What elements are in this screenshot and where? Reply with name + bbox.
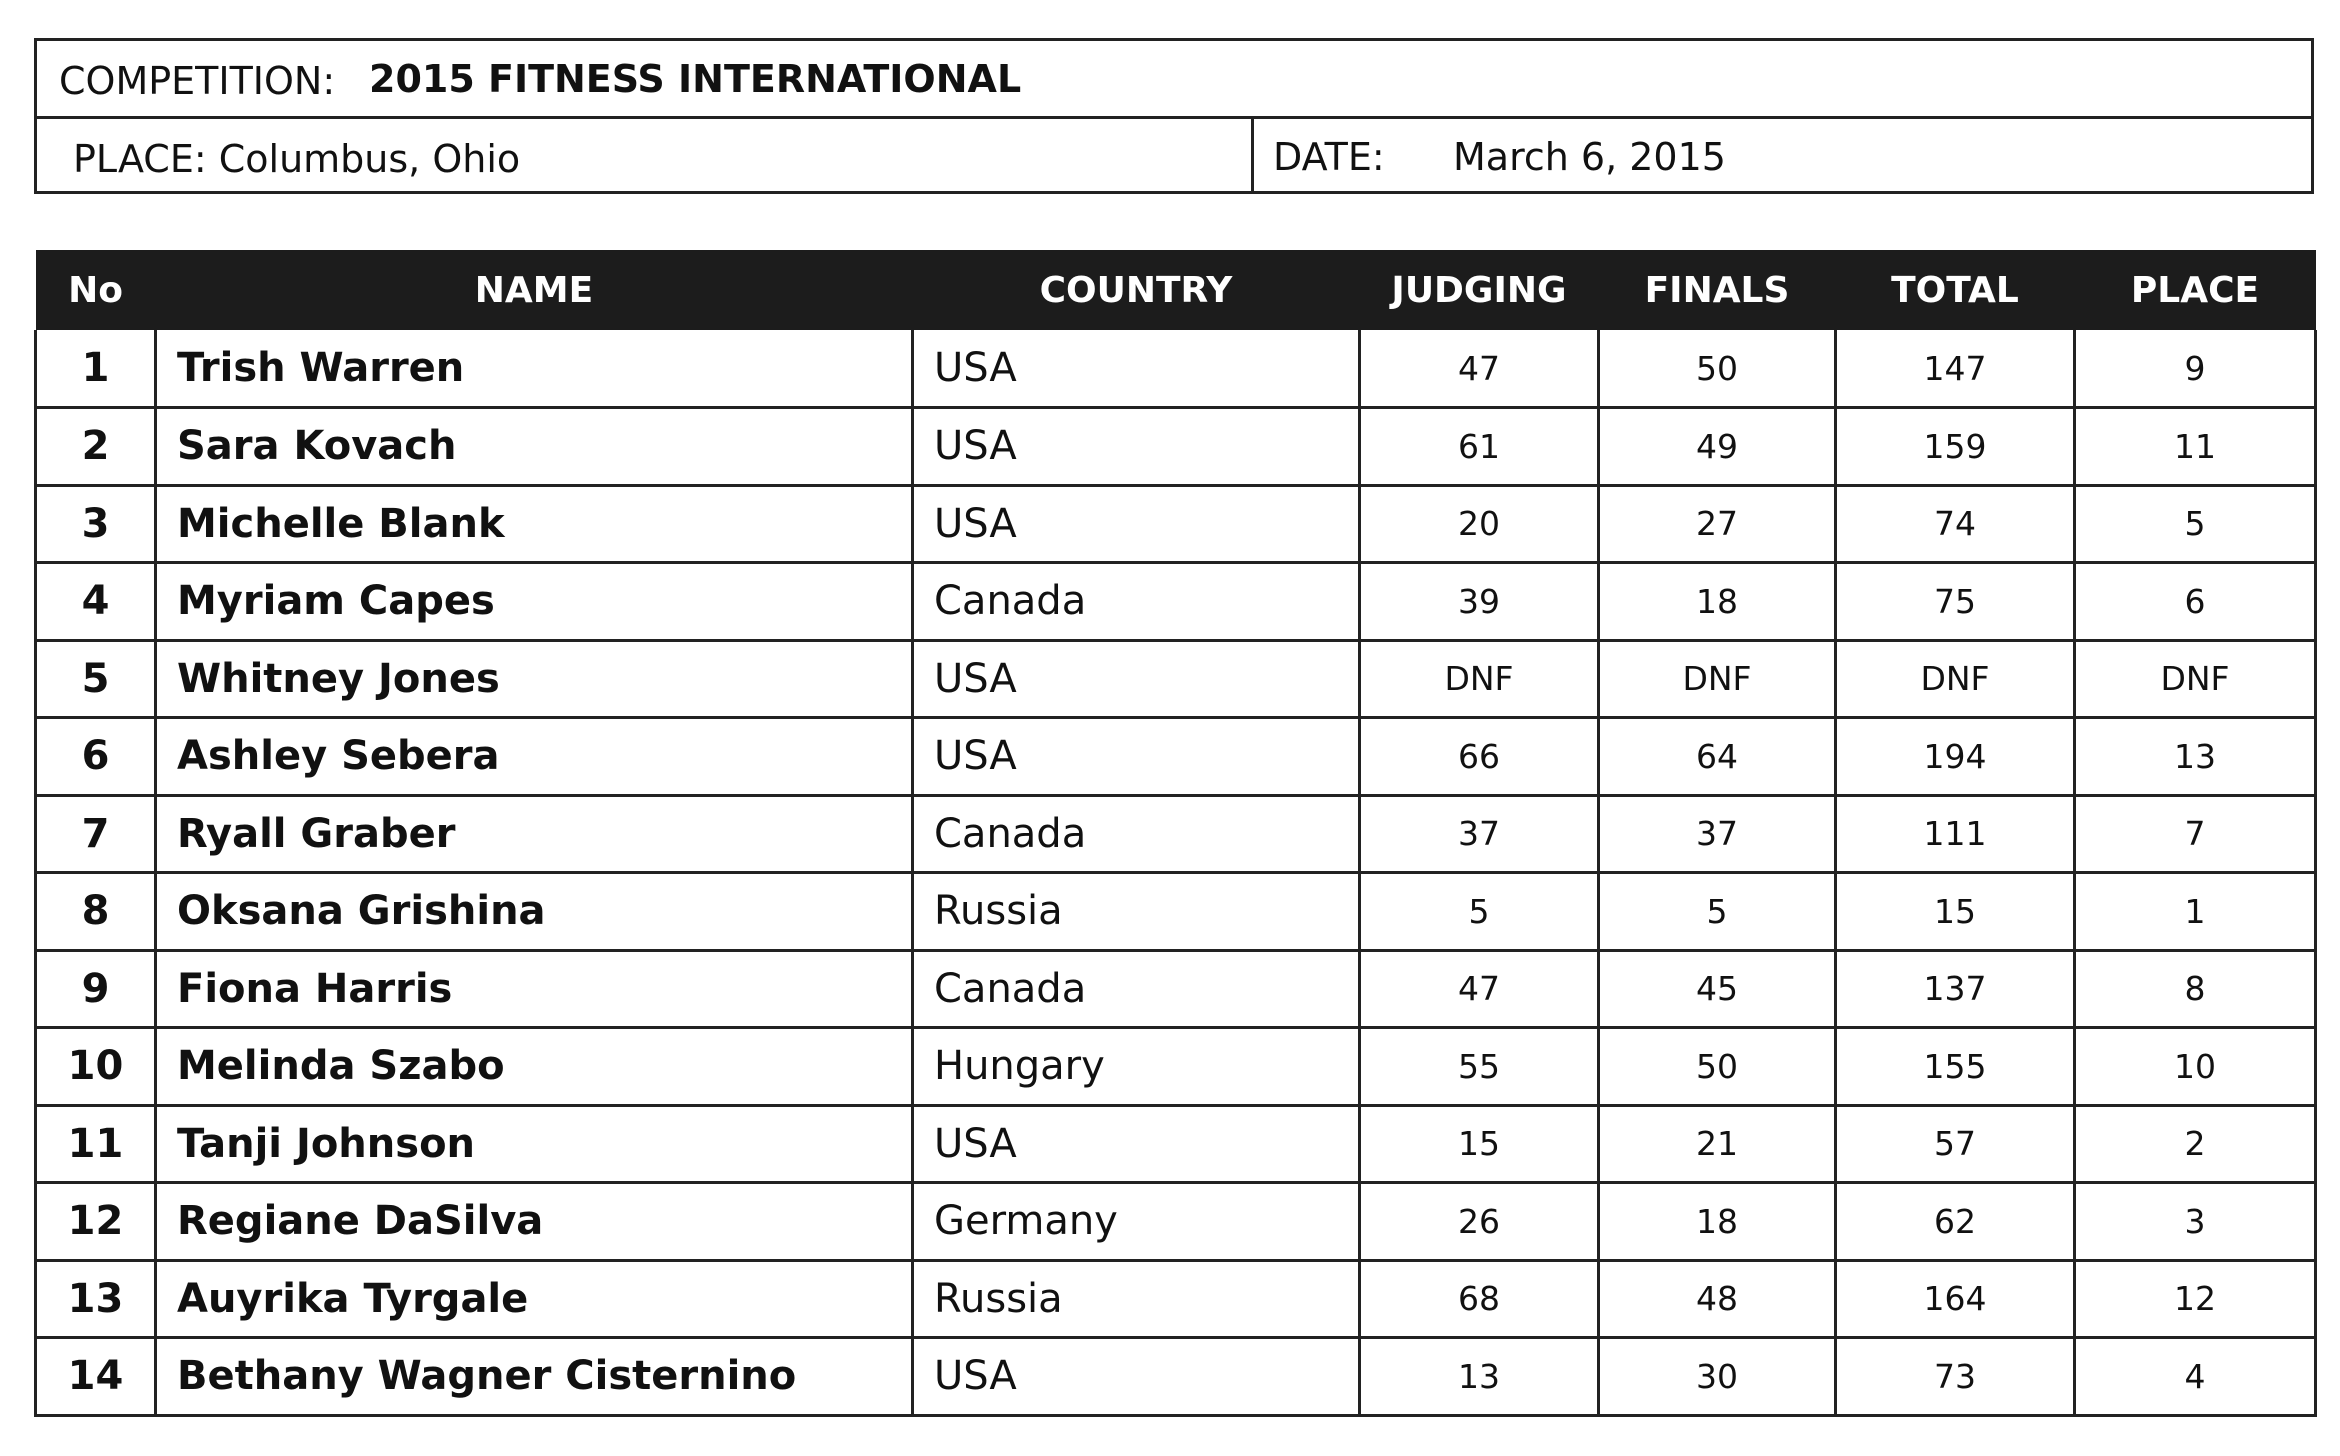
judging-score: 68 [1360,1260,1599,1338]
finals-score: 18 [1599,563,1836,641]
date-value: March 6, 2015 [1453,135,1726,179]
competitor-country: Canada [913,795,1360,873]
competitor-number: 4 [36,563,156,641]
competitor-country: Canada [913,563,1360,641]
finals-score: 49 [1599,408,1836,486]
judging-score: 55 [1360,1028,1599,1106]
name-header: NAME [156,250,913,330]
final-place: 12 [2075,1260,2316,1338]
competitor-number: 9 [36,950,156,1028]
judging-score: 15 [1360,1105,1599,1183]
competitor-country: USA [913,640,1360,718]
table-row [36,873,2316,951]
total-score: 147 [1836,330,2075,408]
final-place: 1 [2075,873,2316,951]
finals-score: 45 [1599,950,1836,1028]
total-score: DNF [1836,640,2075,718]
finals-score: 50 [1599,1028,1836,1106]
competitor-number: 7 [36,795,156,873]
competition-info-box [34,38,2314,194]
place-date-row [37,119,2311,194]
judging-score: 20 [1360,485,1599,563]
competitor-number: 10 [36,1028,156,1106]
judging-score: 47 [1360,950,1599,1028]
total-score: 74 [1836,485,2075,563]
table-row [36,718,2316,796]
competitor-number: 13 [36,1260,156,1338]
place-value: Columbus, Ohio [218,137,521,181]
competition-name: 2015 FITNESS INTERNATIONAL [369,57,1022,101]
table-row [36,1338,2316,1416]
competitor-name: Fiona Harris [156,950,913,1028]
judging-score: 13 [1360,1338,1599,1416]
total-score: 137 [1836,950,2075,1028]
country-header: COUNTRY [913,250,1360,330]
total-header: TOTAL [1836,250,2075,330]
competitor-number: 1 [36,330,156,408]
competitor-name: Trish Warren [156,330,913,408]
table-row [36,408,2316,486]
competitor-number: 2 [36,408,156,486]
total-score: 194 [1836,718,2075,796]
competitor-country: USA [913,1105,1360,1183]
total-score: 73 [1836,1338,2075,1416]
finals-header: FINALS [1599,250,1836,330]
competitor-name: Whitney Jones [156,640,913,718]
competitor-number: 8 [36,873,156,951]
competitor-country: USA [913,485,1360,563]
total-score: 57 [1836,1105,2075,1183]
table-row [36,485,2316,563]
table-row [36,950,2316,1028]
final-place: 8 [2075,950,2316,1028]
competitor-number: 6 [36,718,156,796]
judging-score: 5 [1360,873,1599,951]
competitor-number: 14 [36,1338,156,1416]
table-header-row [36,250,2316,330]
competitor-name: Ryall Graber [156,795,913,873]
final-place: 5 [2075,485,2316,563]
competitor-name: Melinda Szabo [156,1028,913,1106]
judging-score: 61 [1360,408,1599,486]
finals-score: 48 [1599,1260,1836,1338]
finals-score: 37 [1599,795,1836,873]
judging-score: DNF [1360,640,1599,718]
results-body [36,330,2316,1415]
final-place: 2 [2075,1105,2316,1183]
judging-score: 39 [1360,563,1599,641]
final-place: 10 [2075,1028,2316,1106]
competitor-name: Regiane DaSilva [156,1183,913,1261]
competitor-country: Russia [913,1260,1360,1338]
finals-score: 50 [1599,330,1836,408]
table-row [36,795,2316,873]
final-place: DNF [2075,640,2316,718]
date-label: DATE: [1273,135,1385,179]
no-header: No [36,250,156,330]
competitor-number: 12 [36,1183,156,1261]
finals-score: DNF [1599,640,1836,718]
total-score: 62 [1836,1183,2075,1261]
place-label: PLACE: [73,137,207,181]
competitor-country: USA [913,1338,1360,1416]
total-score: 159 [1836,408,2075,486]
total-score: 155 [1836,1028,2075,1106]
total-score: 15 [1836,873,2075,951]
table-row [36,640,2316,718]
competitor-name: Oksana Grishina [156,873,913,951]
judging-score: 37 [1360,795,1599,873]
total-score: 111 [1836,795,2075,873]
competitor-country: USA [913,718,1360,796]
info-divider [1251,119,1254,194]
competitor-country: Germany [913,1183,1360,1261]
final-place: 7 [2075,795,2316,873]
competitor-name: Auyrika Tyrgale [156,1260,913,1338]
judging-score: 26 [1360,1183,1599,1261]
competition-row [37,41,2311,119]
finals-score: 27 [1599,485,1836,563]
competitor-name: Bethany Wagner Cisternino [156,1338,913,1416]
competitor-country: USA [913,330,1360,408]
competitor-name: Myriam Capes [156,563,913,641]
judging-score: 66 [1360,718,1599,796]
table-row [36,330,2316,408]
judging-score: 47 [1360,330,1599,408]
place-field [73,137,520,181]
finals-score: 30 [1599,1338,1836,1416]
total-score: 164 [1836,1260,2075,1338]
competitor-number: 3 [36,485,156,563]
competition-label: COMPETITION: [59,59,336,103]
table-row [36,1105,2316,1183]
final-place: 11 [2075,408,2316,486]
competitor-country: Canada [913,950,1360,1028]
final-place: 13 [2075,718,2316,796]
competitor-country: Russia [913,873,1360,951]
table-row [36,563,2316,641]
final-place: 6 [2075,563,2316,641]
table-row [36,1183,2316,1261]
finals-score: 5 [1599,873,1836,951]
finals-score: 18 [1599,1183,1836,1261]
finals-score: 64 [1599,718,1836,796]
competitor-name: Sara Kovach [156,408,913,486]
competitor-name: Michelle Blank [156,485,913,563]
results-table [34,250,2317,1417]
competitor-number: 11 [36,1105,156,1183]
competitor-name: Tanji Johnson [156,1105,913,1183]
judging-header: JUDGING [1360,250,1599,330]
competitor-country: USA [913,408,1360,486]
final-place: 4 [2075,1338,2316,1416]
competitor-number: 5 [36,640,156,718]
table-row [36,1028,2316,1106]
final-place: 9 [2075,330,2316,408]
finals-score: 21 [1599,1105,1836,1183]
final-place: 3 [2075,1183,2316,1261]
competitor-name: Ashley Sebera [156,718,913,796]
place-header: PLACE [2075,250,2316,330]
table-row [36,1260,2316,1338]
total-score: 75 [1836,563,2075,641]
competitor-country: Hungary [913,1028,1360,1106]
